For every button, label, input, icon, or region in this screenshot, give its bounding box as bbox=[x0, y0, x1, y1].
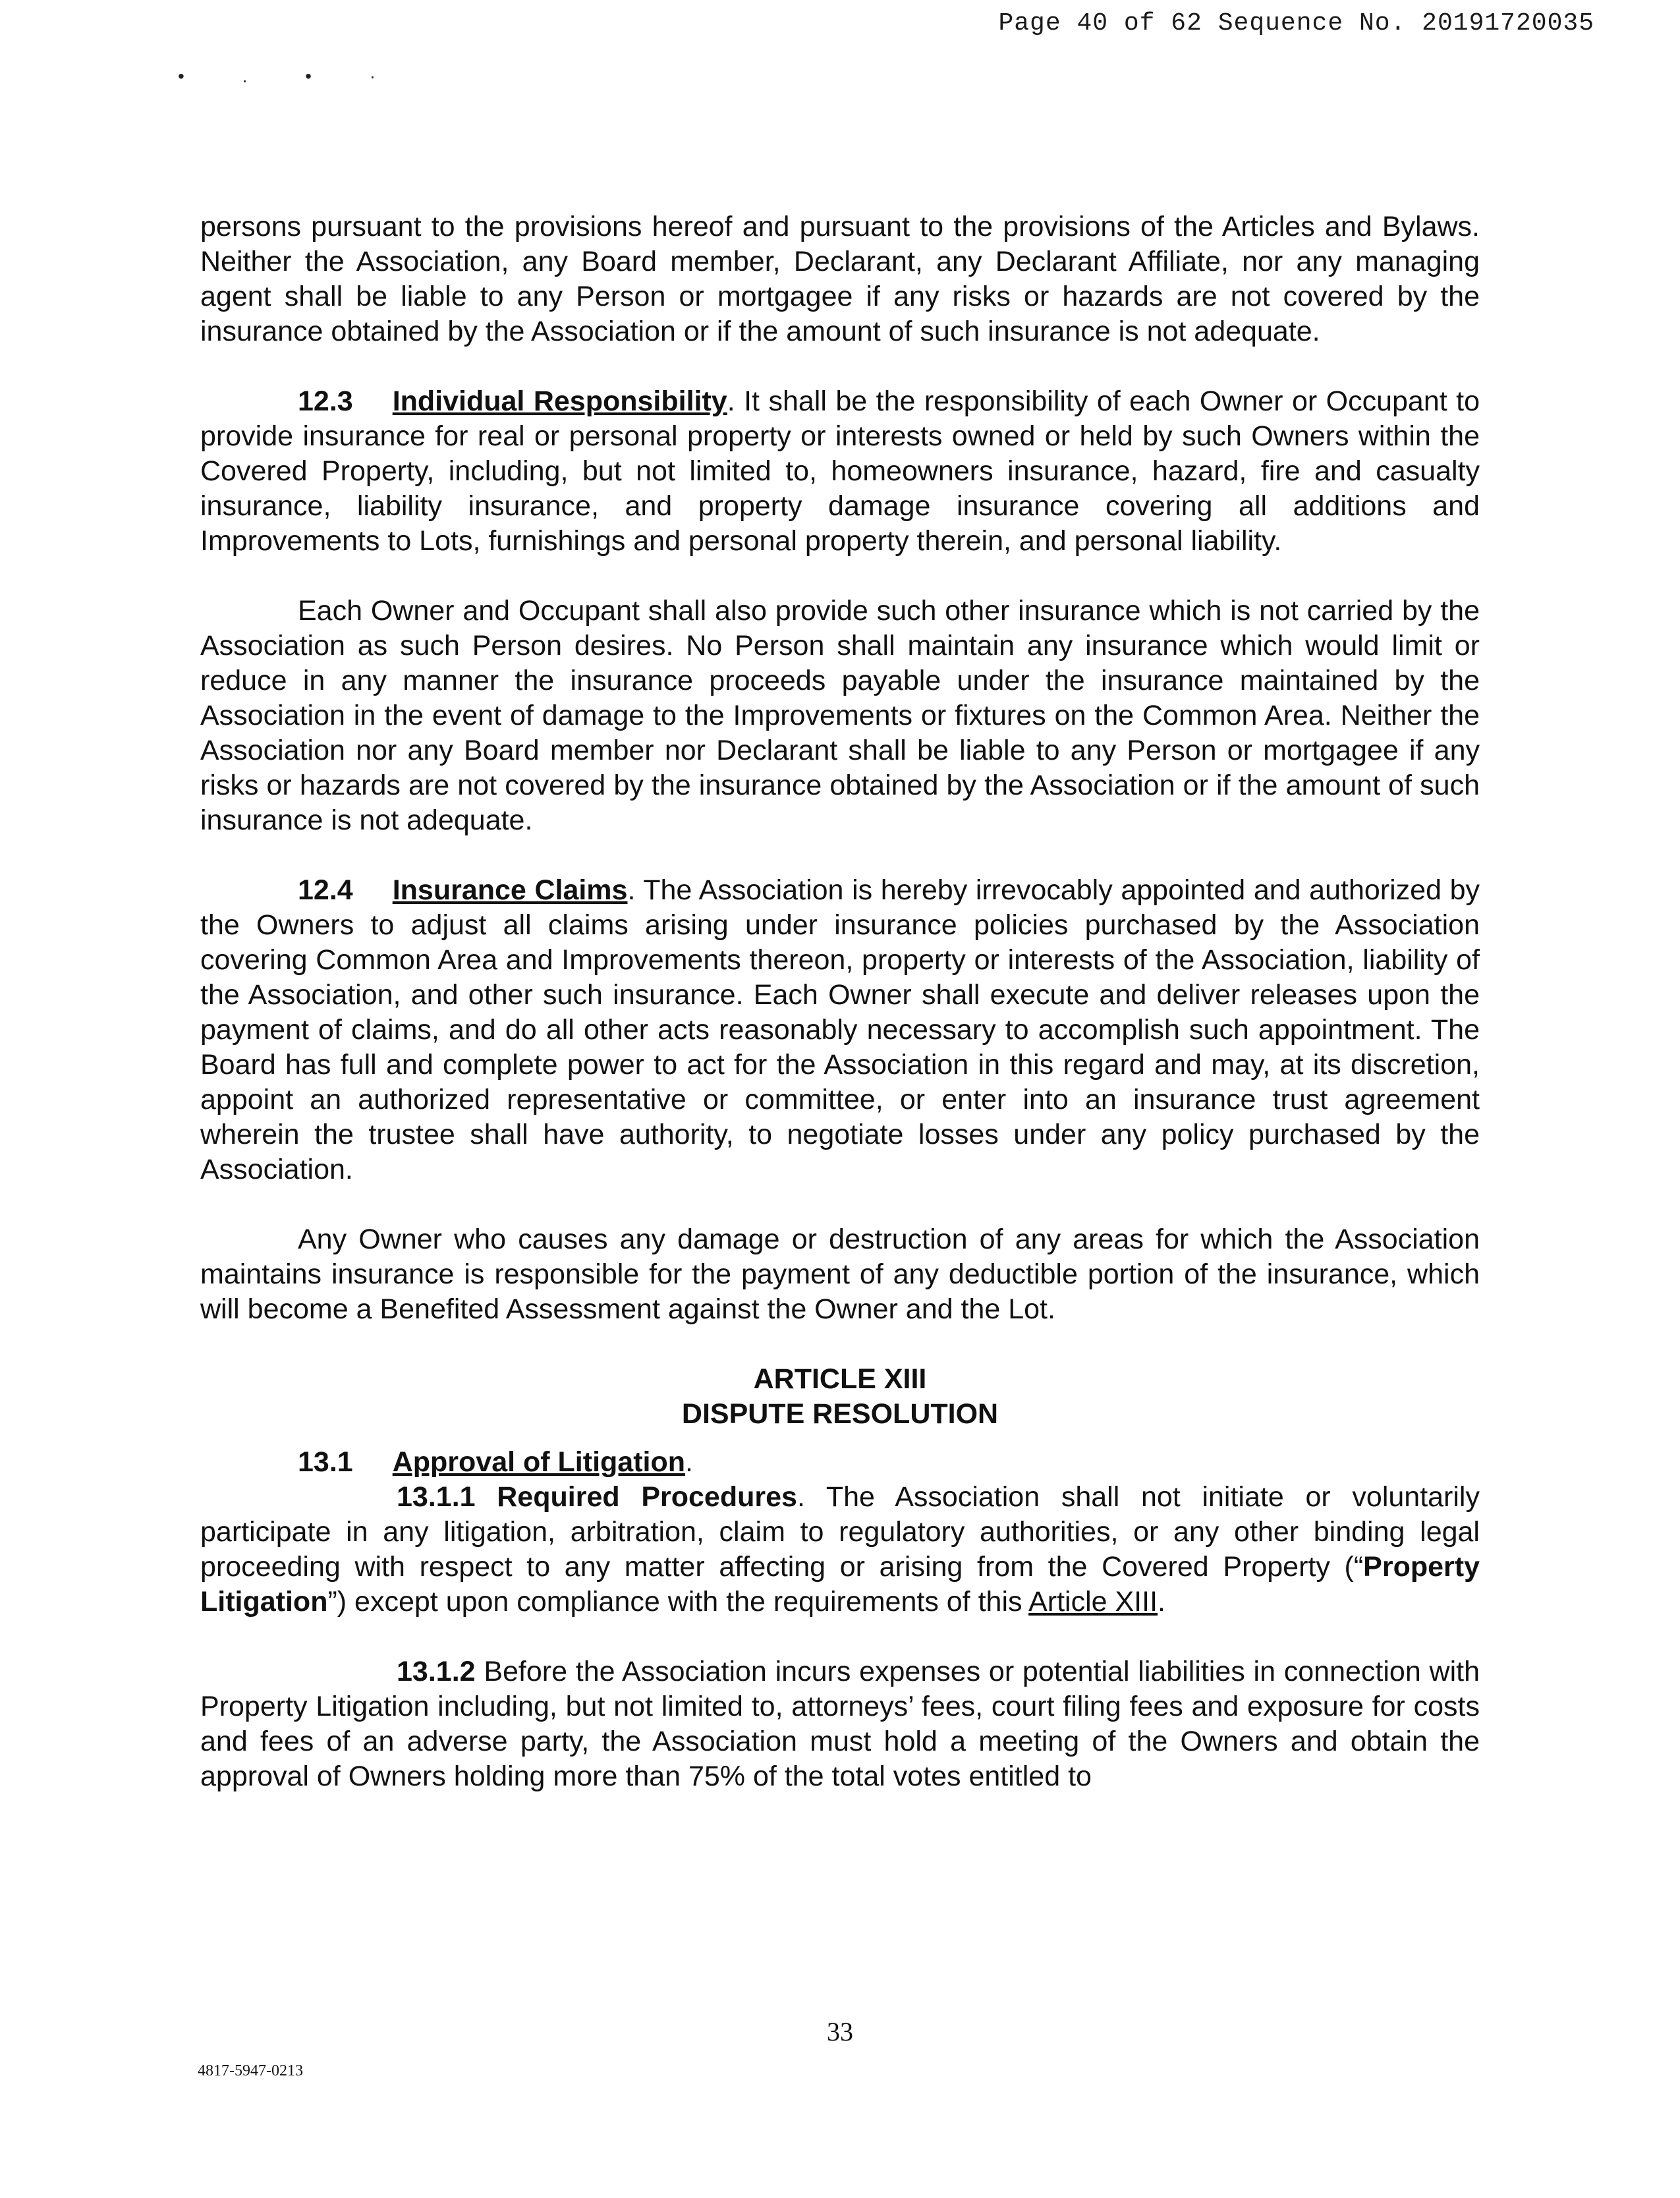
section-title: Approval of Litigation bbox=[392, 1446, 686, 1478]
section-title: Individual Responsibility bbox=[392, 385, 727, 417]
section-13-1-1 bbox=[200, 1480, 1480, 1620]
subsection-number: 13.1.1 Required Procedures bbox=[397, 1481, 797, 1513]
section-number: 13.1 bbox=[298, 1446, 353, 1478]
section-12-3-paragraph-2: Each Owner and Occupant shall also provide such other insurance which is not carried by the Association as such Person desires. No Person shall maintain any insurance which would limit or reduce in any manner the insurance proceeds payable under the insurance maintained by the Association in the event of damage to the Improvements or fixtures on the Common Area. Neither the Association nor any Board member nor Declarant shall be liable to any Person or mortgagee if any risks or hazards are not covered by the insurance obtained by the Association or if the amount of such insurance is not adequate. bbox=[200, 595, 1480, 836]
article-title: DISPUTE RESOLUTION bbox=[681, 1398, 999, 1430]
document-body bbox=[200, 210, 1480, 1794]
subsection-end: . bbox=[1158, 1586, 1165, 1618]
section-body: . It shall be the responsibility of each Owner or Occupant to provide insurance for real or personal property or interests owned or held by such Owners within the Covered Property, including, but not limited to, homeowners insurance, hazard, fire and casualty insurance, liability insurance, and property damage insurance covering all additions and Improvements to Lots, furnishings and personal property therein, and personal liability. bbox=[200, 385, 1480, 557]
section-title: Insurance Claims bbox=[392, 874, 628, 906]
page-sequence-stamp: Page 40 of 62 Sequence No. 20191720035 bbox=[998, 9, 1594, 38]
section-13-1-2 bbox=[200, 1654, 1480, 1794]
section-12-4-paragraph-2: Any Owner who causes any damage or destruction of any areas for which the Association maintains insurance is responsible for the payment of any deductible portion of the insurance, which will become a Benefited Assessment against the Owner and the Lot. bbox=[200, 1224, 1480, 1325]
section-12-3 bbox=[200, 384, 1480, 559]
subsection-body: Before the Association incurs expenses or potential liabilities in connection with Property Litigation including, but not limited to, attorneys’ fees, court filing fees and exposure for costs and fees of an adverse party, the Association must hold a meeting of the Owners and obtain the approval of Owners holding more than 75% of the total votes entitled to bbox=[200, 1656, 1480, 1792]
section-12-4 bbox=[200, 873, 1480, 1187]
section-number: 12.3 bbox=[298, 385, 353, 417]
defined-term: Property Litigation bbox=[200, 1551, 1480, 1618]
subsection-body: . The Association shall not initiate or voluntarily participate in any litigation, arbitration, claim to regulatory authorities, or any other binding legal proceeding with respect to any matter affecting or arising from the Covered Property (“ bbox=[200, 1481, 1480, 1583]
continuation-paragraph: persons pursuant to the provisions hereof and pursuant to the provisions of the Articles and Bylaws. Neither the Association, any Board member, Declarant, any Declarant Affiliate, nor any managing agent shall be liable to any Person or mortgagee if any risks or hazards are not covered by the insurance obtained by the Association or if the amount of such insurance is not adequate. bbox=[200, 211, 1480, 347]
article-number: ARTICLE XIII bbox=[753, 1363, 927, 1395]
page-number: 33 bbox=[827, 2017, 853, 2046]
scan-marks: • . • · bbox=[178, 66, 403, 86]
article-reference: Article XIII bbox=[1028, 1586, 1158, 1618]
section-period: . bbox=[685, 1446, 693, 1478]
section-13-1-heading bbox=[200, 1445, 1480, 1480]
document-id: 4817-5947-0213 bbox=[198, 2062, 303, 2079]
subsection-number: 13.1.2 bbox=[397, 1656, 476, 1687]
section-number: 12.4 bbox=[298, 874, 353, 906]
subsection-body-cont: ”) except upon compliance with the requirements of this bbox=[327, 1586, 1029, 1618]
section-body: . The Association is hereby irrevocably appointed and authorized by the Owners to adjust all claims arising under insurance policies purchased by the Association covering Common Area and Improvements thereon, property or interests of the Association, liability of the Association, and other such insurance. Each Owner shall execute and deliver releases upon the payment of claims, and do all other acts reasonably necessary to accomplish such appointment. The Board has full and complete power to act for the Association in this regard and may, at its discretion, appoint an authorized representative or committee, or enter into an insurance trust agreement wherein the trustee shall have authority, to negotiate losses under any policy purchased by the Association. bbox=[200, 874, 1480, 1185]
